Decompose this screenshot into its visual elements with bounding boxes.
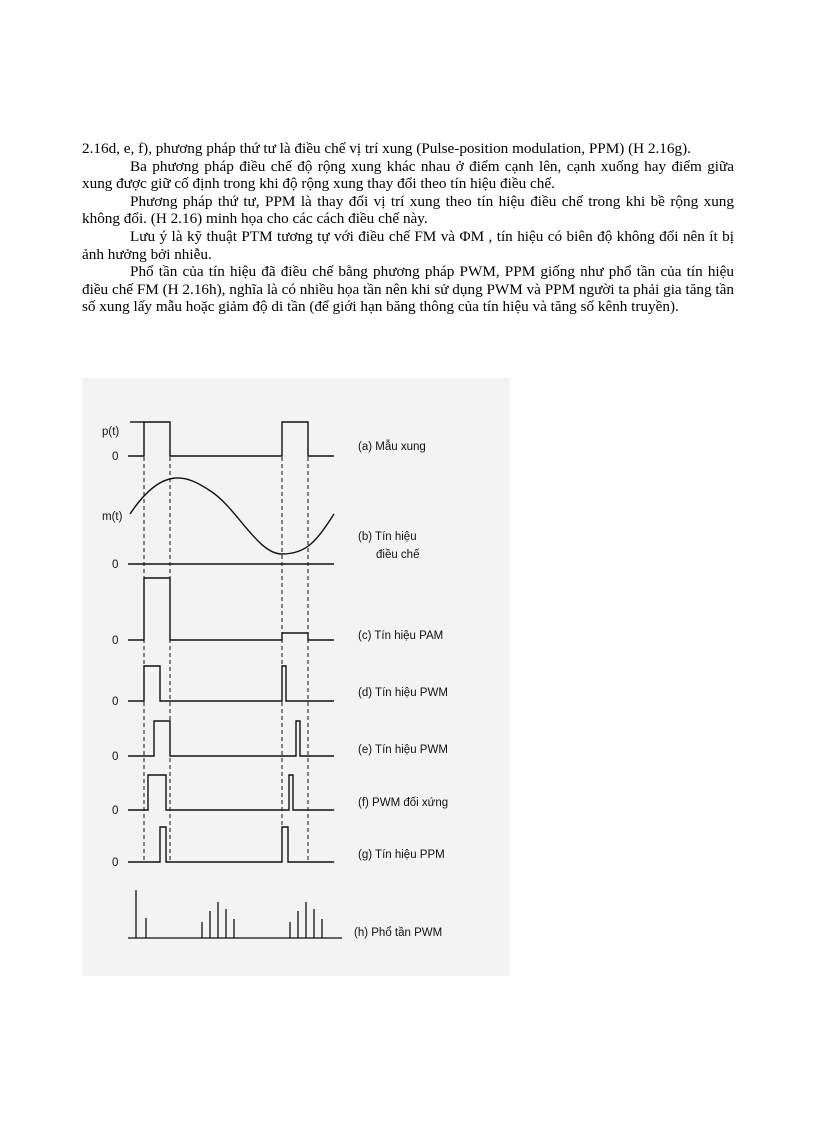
caption-h: (h) Phổ tần PWM bbox=[354, 927, 443, 939]
caption-f: (f) PWM đối xứng bbox=[358, 797, 449, 809]
pam-waveform bbox=[128, 578, 334, 640]
ppm-waveform bbox=[128, 827, 334, 862]
label-zero-b: 0 bbox=[112, 559, 119, 571]
caption-e: (e) Tín hiệu PWM bbox=[358, 744, 448, 756]
paragraph-ppm: Phương pháp thứ tư, PPM là thay đổi vị trí xung theo tín hiệu điều chế trong khi bề rộng xung không đổi. (H 2.16) minh họa cho các cách điều chế này. bbox=[82, 192, 734, 228]
label-m-t: m(t) bbox=[102, 511, 123, 523]
figure-pulse-modulation bbox=[82, 378, 510, 976]
label-zero-g: 0 bbox=[112, 857, 119, 869]
figure-diagram bbox=[82, 378, 510, 976]
paragraph-ptm-note: Lưu ý là kỹ thuật PTM tương tự với điều chế FM và ΦM , tín hiệu có biên độ không đổi nên ít bị ảnh hưởng bởi nhiễu. bbox=[82, 227, 734, 263]
label-p-t: p(t) bbox=[102, 426, 120, 438]
pwm-spectrum bbox=[128, 890, 342, 938]
paragraph-spectrum: Phổ tần của tín hiệu đã điều chế bằng phương pháp PWM, PPM giống như phổ tần của tín hiệu điều chế FM (H 2.16h), nghĩa là có nhiều họa tần nên khi sử dụng PWM và PPM người ta phải gia tăng tần số xung lấy mẫu hoặc giảm độ di tần (để giới hạn băng thông của tín hiệu và tăng số kênh truyền). bbox=[82, 263, 734, 316]
pwm-waveform-d bbox=[128, 666, 334, 701]
paragraph-pwm-methods: Ba phương pháp điều chế độ rộng xung khác nhau ở điểm cạnh lên, cạnh xuống hay điểm giữa xung được giữ cố định trong khi độ rộng xung thay đổi theo tín hiệu điều chế. bbox=[82, 157, 734, 193]
label-zero-a: 0 bbox=[112, 451, 119, 463]
body-text bbox=[82, 140, 734, 316]
label-zero-d: 0 bbox=[112, 696, 119, 708]
caption-c: (c) Tín hiệu PAM bbox=[358, 630, 444, 642]
paragraph-continuation: 2.16d, e, f), phương pháp thứ tư là điều chế vị trí xung (Pulse-position modulation, PPM) (H 2.16g). bbox=[82, 140, 691, 157]
pwm-waveform-e bbox=[128, 721, 334, 756]
label-zero-c: 0 bbox=[112, 635, 119, 647]
sampling-guides bbox=[144, 422, 308, 862]
modulating-signal-curve bbox=[130, 478, 334, 554]
sample-pulse-waveform bbox=[128, 422, 334, 456]
caption-b-line2: điều chế bbox=[376, 549, 420, 561]
label-zero-f: 0 bbox=[112, 805, 119, 817]
caption-a: (a) Mẫu xung bbox=[358, 441, 426, 453]
caption-g: (g) Tín hiệu PPM bbox=[358, 849, 445, 861]
caption-d: (d) Tín hiệu PWM bbox=[358, 687, 448, 699]
label-zero-e: 0 bbox=[112, 751, 119, 763]
caption-b-line1: (b) Tín hiệu bbox=[358, 531, 417, 543]
pwm-symmetric-waveform bbox=[128, 775, 334, 810]
